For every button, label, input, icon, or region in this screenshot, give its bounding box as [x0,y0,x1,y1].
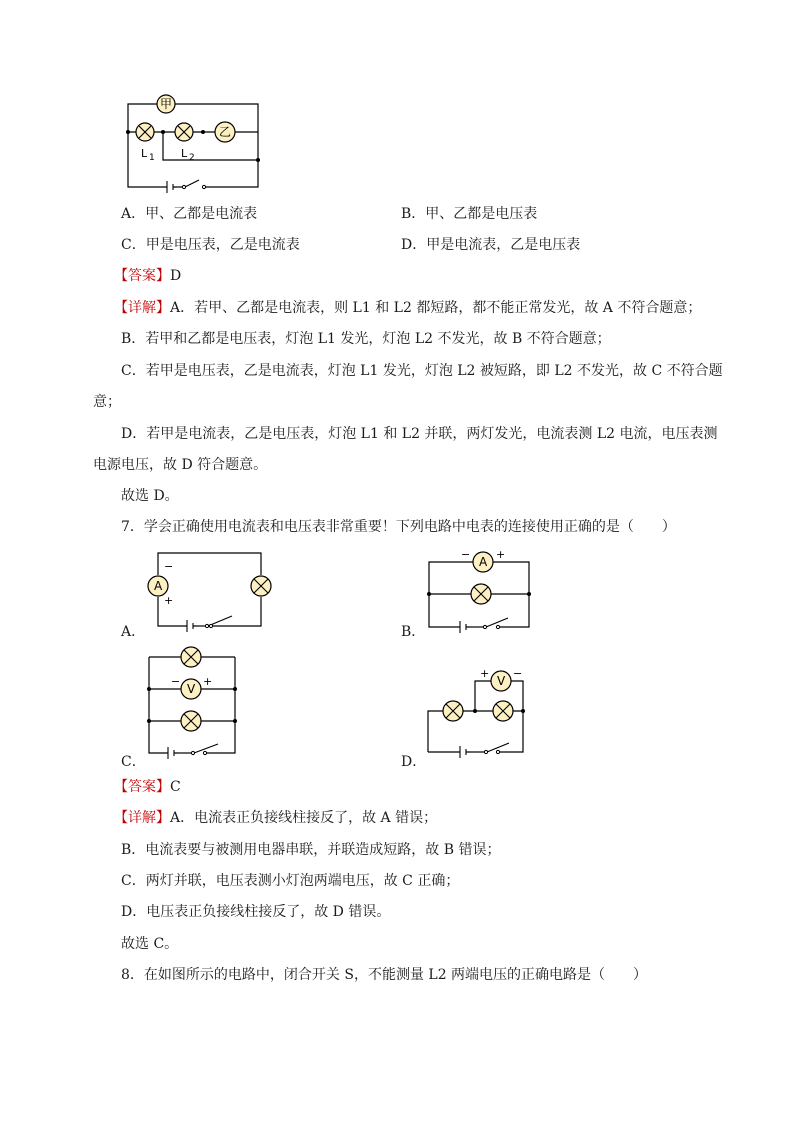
q7-answer-tag: 【答案】 [114,779,170,795]
svg-text:−: − [513,667,523,680]
q7-stem: 7．学会正确使用电流表和电压表非常重要！下列电路中电表的连接使用正确的是（ ） [121,519,676,535]
lamp2-subscript: 2 [189,153,195,163]
q6-detail-line-1: 【详解】A．若甲、乙都是电流表，则 L1 和 L2 都短路，都不能正常发光，故 A 不符合题意； [114,300,702,316]
svg-text:V: V [187,682,196,696]
q7-diagram-d [428,667,525,758]
q7-diagram-c [147,647,237,759]
q6-option-a: A．甲、乙都是电流表 [121,206,258,222]
q6-detail-line-4: 意； [93,394,121,410]
meter-jia-label: 甲 [160,97,173,111]
lamp2-label: L [181,147,188,160]
svg-text:−: − [461,548,471,561]
q7-detail-line-3: C．两灯并联，电压表测小灯泡两端电压，故 C 正确； [121,873,460,889]
q7-detail-tag: 【详解】 [114,810,170,826]
svg-text:A: A [154,579,163,593]
q7-option-a-label: A． [121,624,146,640]
q7-conclusion: 故选 C。 [121,936,179,952]
q6-detail-line-6: 电源电压，故 D 符合题意。 [93,457,268,473]
q7-diagram-a [148,553,271,632]
q6-detail-line-3: C．若甲是电压表，乙是电流表，灯泡 L1 发光，灯泡 L2 被短路，即 L2 不发光，故 C 不符合题 [121,363,723,379]
q7-answer-value: C [170,779,181,795]
q6-option-b: B．甲、乙都是电压表 [401,206,538,222]
lamp1-label: L [141,147,148,160]
q7-diagram-b [427,548,531,633]
q6-answer-value: D [170,268,182,284]
svg-text:V: V [497,674,506,688]
q6-detail-line-2: B．若甲和乙都是电压表，灯泡 L1 发光，灯泡 L2 不发光，故 B 不符合题意； [121,331,611,347]
q8-stem: 8．在如图所示的电路中，闭合开关 S，不能测量 L2 两端电压的正确电路是（ ） [121,967,648,983]
q7-option-d-label: D． [401,754,427,770]
svg-text:+: + [480,667,490,680]
q7-detail-line-4: D．电压表正负接线柱接反了，故 D 错误。 [121,904,391,920]
lamp1-subscript: 1 [149,153,155,163]
q6-detail-line-5: D．若甲是电流表，乙是电压表，灯泡 L1 和 L2 并联，两灯发光，电流表测 L2 电流，电压表测 [121,426,718,442]
svg-text:A: A [479,555,488,569]
svg-text:+: + [203,675,213,688]
q6-option-c: C．甲是电压表，乙是电流表 [121,237,300,253]
q7-answer [114,777,181,797]
svg-text:−: − [164,560,174,573]
q6-answer-tag: 【答案】 [114,268,170,284]
q7-option-b-label: B． [401,624,426,640]
svg-text:−: − [171,675,181,688]
q7-detail-line-1: 【详解】A．电流表正负接线柱接反了，故 A 错误； [114,810,438,826]
q7-detail-line-2: B．电流表要与被测用电器串联，并联造成短路，故 B 错误； [121,842,501,858]
q6-option-d: D．甲是电流表，乙是电压表 [401,237,581,253]
q7-option-c-label: C． [121,754,146,770]
q6-detail-tag: 【详解】 [114,300,170,316]
svg-text:+: + [164,594,174,607]
svg-text:+: + [496,548,506,561]
meter-yi-label: 乙 [219,125,232,139]
q6-conclusion: 故选 D。 [121,488,179,504]
